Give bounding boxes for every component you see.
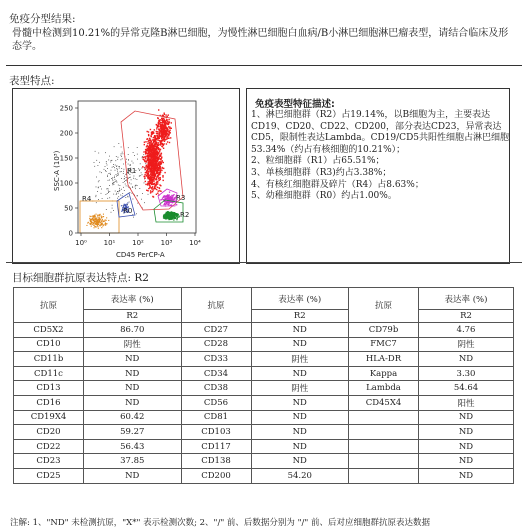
expression-cell: 56.43 bbox=[84, 439, 182, 454]
antigen-cell bbox=[349, 454, 419, 469]
flow-cytometry-plot bbox=[12, 88, 240, 264]
expression-cell: ND bbox=[84, 395, 182, 410]
table-title: 目标细胞群抗原表达特点: R2 bbox=[12, 272, 149, 284]
antigen-cell: CD10 bbox=[14, 337, 84, 352]
expression-cell: ND bbox=[251, 337, 349, 352]
antigen-cell: Kappa bbox=[349, 366, 419, 381]
expression-cell: ND bbox=[419, 468, 514, 483]
expression-cell: ND bbox=[251, 439, 349, 454]
expression-cell: ND bbox=[251, 366, 349, 381]
expression-cell: ND bbox=[419, 425, 514, 440]
table-row bbox=[14, 410, 514, 425]
scatter-plot-svg bbox=[13, 89, 241, 265]
plot-frame bbox=[78, 101, 196, 233]
table-row bbox=[14, 425, 514, 440]
y-tick-label: 0 bbox=[68, 229, 73, 238]
expression-cell: ND bbox=[84, 468, 182, 483]
y-tick-label: 100 bbox=[59, 179, 73, 188]
phenotype-description-box bbox=[246, 88, 510, 264]
x-ticks bbox=[75, 233, 201, 247]
expression-cell: ND bbox=[251, 323, 349, 338]
description-line: 4、有核红细胞群及碎片（R4）占8.63%； bbox=[251, 179, 424, 190]
y-tick-label: 250 bbox=[59, 104, 73, 113]
table-row bbox=[14, 381, 514, 396]
antigen-cell: CD200 bbox=[181, 468, 251, 483]
description-line: 1、淋巴细胞群（R2）占19.14%，以B细胞为主，主要表达CD19、CD20、CD22、CD200，部分表达CD23，异常表达CD5，限制性表达Lambda。CD19/CD5共阳性细胞占淋巴细胞53.34%（约占有核细胞的10.21%）； bbox=[251, 110, 510, 155]
table-row bbox=[14, 352, 514, 367]
antigen-cell: CD20 bbox=[14, 425, 84, 440]
x-tick-label: 10¹ bbox=[103, 239, 116, 247]
antigen-cell: CD45X4 bbox=[349, 395, 419, 410]
expression-cell: 阴性 bbox=[251, 352, 349, 367]
expression-cell: 86.70 bbox=[84, 323, 182, 338]
antigen-cell: CD27 bbox=[181, 323, 251, 338]
y-tick-label: 200 bbox=[59, 129, 73, 138]
antigen-header: 抗原 bbox=[14, 288, 84, 323]
antigen-cell: CD5X2 bbox=[14, 323, 84, 338]
antigen-cell: HLA-DR bbox=[349, 352, 419, 367]
expression-cell: ND bbox=[419, 439, 514, 454]
gate-subheader: R2 bbox=[419, 310, 514, 323]
antigen-cell: CD33 bbox=[181, 352, 251, 367]
expression-cell: 54.20 bbox=[251, 468, 349, 483]
antigen-cell: CD16 bbox=[14, 395, 84, 410]
y-axis-label: SSC-A (10³) bbox=[53, 150, 61, 191]
antigen-cell: CD81 bbox=[181, 410, 251, 425]
expression-cell: 60.42 bbox=[84, 410, 182, 425]
expression-header: 表达率 (%) bbox=[84, 288, 182, 310]
antigen-cell: CD25 bbox=[14, 468, 84, 483]
expression-cell: 54.64 bbox=[419, 381, 514, 396]
table-row bbox=[14, 323, 514, 338]
gate-subheader: R2 bbox=[251, 310, 349, 323]
section-divider bbox=[6, 65, 522, 66]
expression-cell: ND bbox=[84, 366, 182, 381]
antigen-header: 抗原 bbox=[181, 288, 251, 323]
table-row bbox=[14, 337, 514, 352]
expression-cell: 阴性 bbox=[84, 337, 182, 352]
result-text: 骨髓中检测到10.21%的异常克隆B淋巴细胞，为慢性淋巴细胞白血病/B小淋巴细胞淋巴瘤表型，请结合临床及形态学。 bbox=[12, 28, 509, 52]
antigen-cell bbox=[349, 425, 419, 440]
antigen-cell: CD11c bbox=[14, 366, 84, 381]
expression-cell: ND bbox=[251, 410, 349, 425]
expression-cell: 3.30 bbox=[419, 366, 514, 381]
antigen-cell bbox=[349, 468, 419, 483]
table-row bbox=[14, 366, 514, 381]
expression-cell: ND bbox=[419, 410, 514, 425]
antigen-cell: CD23 bbox=[14, 454, 84, 469]
gate-label-r1: R1 bbox=[127, 167, 137, 175]
antigen-cell bbox=[349, 439, 419, 454]
antigen-table bbox=[13, 287, 514, 484]
gate-label-r2: R2 bbox=[180, 211, 190, 219]
table-row bbox=[14, 454, 514, 469]
antigen-cell: CD34 bbox=[181, 366, 251, 381]
expression-cell: 阳性 bbox=[419, 395, 514, 410]
y-tick-label: 50 bbox=[64, 204, 73, 213]
description-line: 3、单核细胞群（R3)约占3.38%； bbox=[251, 167, 392, 178]
antigen-cell: FMC7 bbox=[349, 337, 419, 352]
x-tick-label: 10³ bbox=[160, 239, 173, 247]
antigen-cell: CD138 bbox=[181, 454, 251, 469]
footnote: 注解: 1、"ND" 未检测抗原，"X*" 表示检测次数; 2、"/" 前、后数据分别为 "/" 前、后对应细胞群抗原表达数据 bbox=[10, 518, 431, 528]
antigen-cell: CD11b bbox=[14, 352, 84, 367]
expression-cell: 4.76 bbox=[419, 323, 514, 338]
antigen-cell: Lambda bbox=[349, 381, 419, 396]
x-tick-label: 10⁴ bbox=[189, 239, 201, 247]
antigen-cell: CD79b bbox=[349, 323, 419, 338]
expression-cell: ND bbox=[419, 352, 514, 367]
description-body bbox=[251, 110, 509, 203]
expression-cell: ND bbox=[251, 425, 349, 440]
expression-cell: ND bbox=[251, 454, 349, 469]
antigen-cell: CD13 bbox=[14, 381, 84, 396]
expression-cell: 阴性 bbox=[419, 337, 514, 352]
expression-cell: 阴性 bbox=[251, 381, 349, 396]
gate-label-r4: R4 bbox=[82, 195, 92, 203]
expression-cell: ND bbox=[251, 395, 349, 410]
y-ticks bbox=[60, 105, 78, 238]
expression-cell: ND bbox=[84, 381, 182, 396]
table-row bbox=[14, 439, 514, 454]
x-tick-label: 10⁰ bbox=[75, 239, 87, 247]
expression-cell: ND bbox=[419, 454, 514, 469]
result-title: 免疫分型结果: bbox=[9, 13, 76, 25]
expression-cell: 37.85 bbox=[84, 454, 182, 469]
antigen-cell: CD56 bbox=[181, 395, 251, 410]
antigen-cell: CD117 bbox=[181, 439, 251, 454]
y-tick-label: 150 bbox=[59, 154, 73, 163]
expression-header: 表达率 (%) bbox=[419, 288, 514, 310]
antigen-header: 抗原 bbox=[349, 288, 419, 323]
table-row bbox=[14, 468, 514, 483]
table-row bbox=[14, 395, 514, 410]
expression-header: 表达率 (%) bbox=[251, 288, 349, 310]
antigen-cell: CD22 bbox=[14, 439, 84, 454]
antigen-cell bbox=[349, 410, 419, 425]
description-title: 免疫表型特征描述: bbox=[255, 99, 335, 110]
description-line: 5、幼稚细胞群（R0）约占1.00%。 bbox=[251, 191, 397, 202]
gate-label-r0: R0 bbox=[123, 207, 133, 215]
antigen-cell: CD38 bbox=[181, 381, 251, 396]
x-axis-label: CD45 PerCP-A bbox=[116, 251, 165, 259]
antigen-cell: CD103 bbox=[181, 425, 251, 440]
gate-r4 bbox=[80, 201, 119, 233]
section-divider bbox=[6, 262, 522, 263]
features-title: 表型特点: bbox=[9, 75, 55, 87]
expression-cell: 59.27 bbox=[84, 425, 182, 440]
antigen-cell: CD28 bbox=[181, 337, 251, 352]
description-line: 2、粒细胞群（R1）占65.51%； bbox=[251, 156, 385, 167]
gate-label-r3: R3 bbox=[176, 194, 186, 202]
x-tick-label: 10² bbox=[132, 239, 144, 247]
expression-cell: ND bbox=[84, 352, 182, 367]
gate-subheader: R2 bbox=[84, 310, 182, 323]
antigen-cell: CD19X4 bbox=[14, 410, 84, 425]
